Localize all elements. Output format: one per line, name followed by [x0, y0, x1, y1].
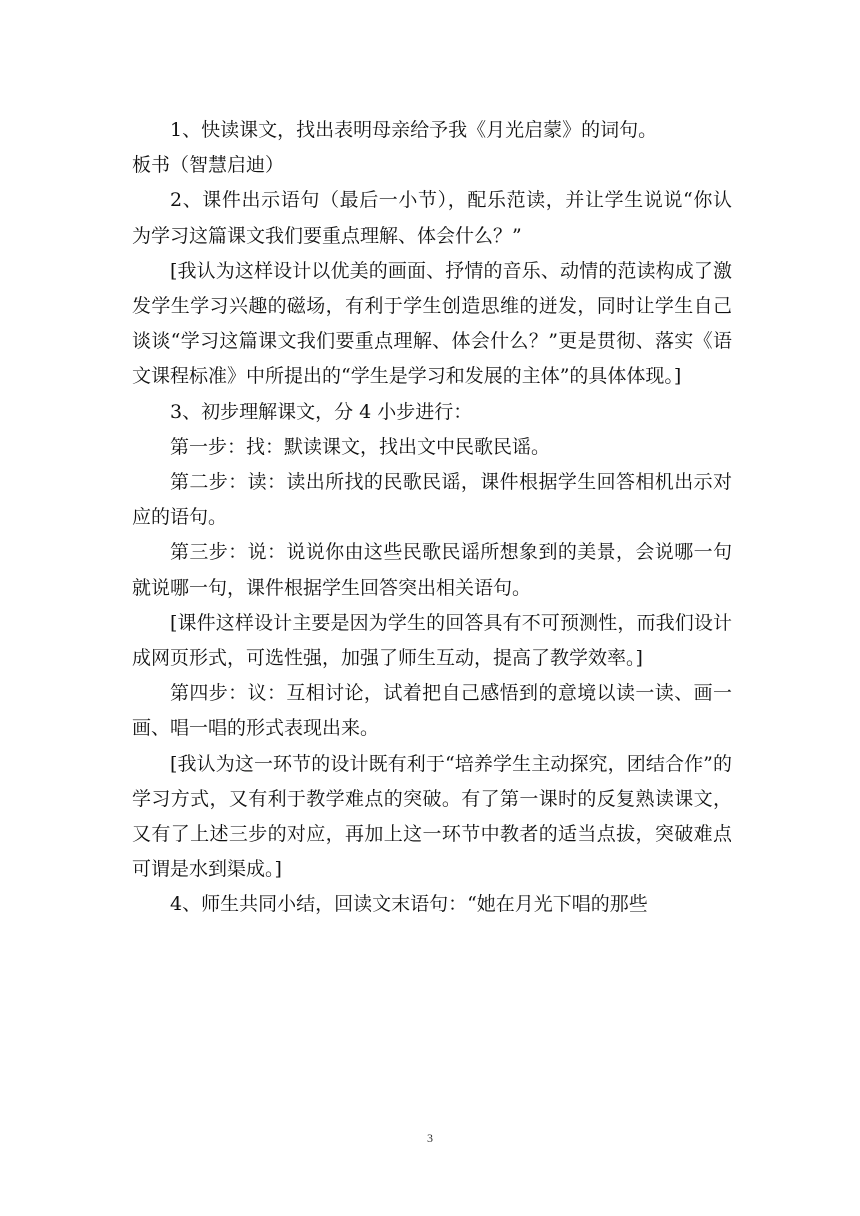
paragraph-2: 板书（智慧启迪） [132, 154, 285, 177]
paragraph-5: 3、初步理解课文，分 4 小步进行： [170, 400, 473, 423]
paragraph-9: [课件这样设计主要是因为学生的回答具有不可预测性，而我们设计成网页形式，可选性强，加强了师生互动，提高了教学效率。] [132, 611, 732, 670]
paragraph-11: [我认为这一环节的设计既有利于“培养学生主动探究，团结合作”的学习方式，又有利于教学难点的突破。有了第一课时的反复熟读课文，又有了上述三步的对应，再加上这一环节中教者的适当点拔，突破难点可谓是水到渠成。] [132, 752, 732, 881]
paragraph-10: 第四步：议：互相讨论，试着把自己感悟到的意境以读一读、画一画、唱一唱的形式表现出来。 [132, 682, 732, 740]
paragraph-8: 第三步：说：说说你由这些民歌民谣所想象到的美景，会说哪一句就说哪一句，课件根据学生回答突出相关语句。 [132, 541, 732, 599]
paragraph-7: 第二步：读：读出所找的民歌民谣，课件根据学生回答相机出示对应的语句。 [132, 471, 732, 529]
paragraph-12: 4、师生共同小结，回读文末语句：“她在月光下唱的那些 [170, 893, 648, 916]
document-body [132, 113, 732, 923]
page-number: 3 [427, 1131, 433, 1145]
paragraph-3: 2、课件出示语句（最后一小节），配乐范读，并让学生说说“你认为学习这篇课文我们要重点理解、体会什么？” [132, 189, 732, 247]
paragraph-1: 1、快读课文，找出表明母亲给予我《月光启蒙》的词句。 [170, 119, 658, 141]
paragraph-6: 第一步：找：默读课文，找出文中民歌民谣。 [170, 435, 551, 458]
paragraph-4: [我认为这样设计以优美的画面、抒情的音乐、动情的范读构成了激发学生学习兴趣的磁场，有利于学生创造思维的迸发，同时让学生自己谈谈“学习这篇课文我们要重点理解、体会什么？”更是贯彻、落实《语文课程标准》中所提出的“学生是学习和发展的主体”的具体体现。] [132, 259, 732, 388]
